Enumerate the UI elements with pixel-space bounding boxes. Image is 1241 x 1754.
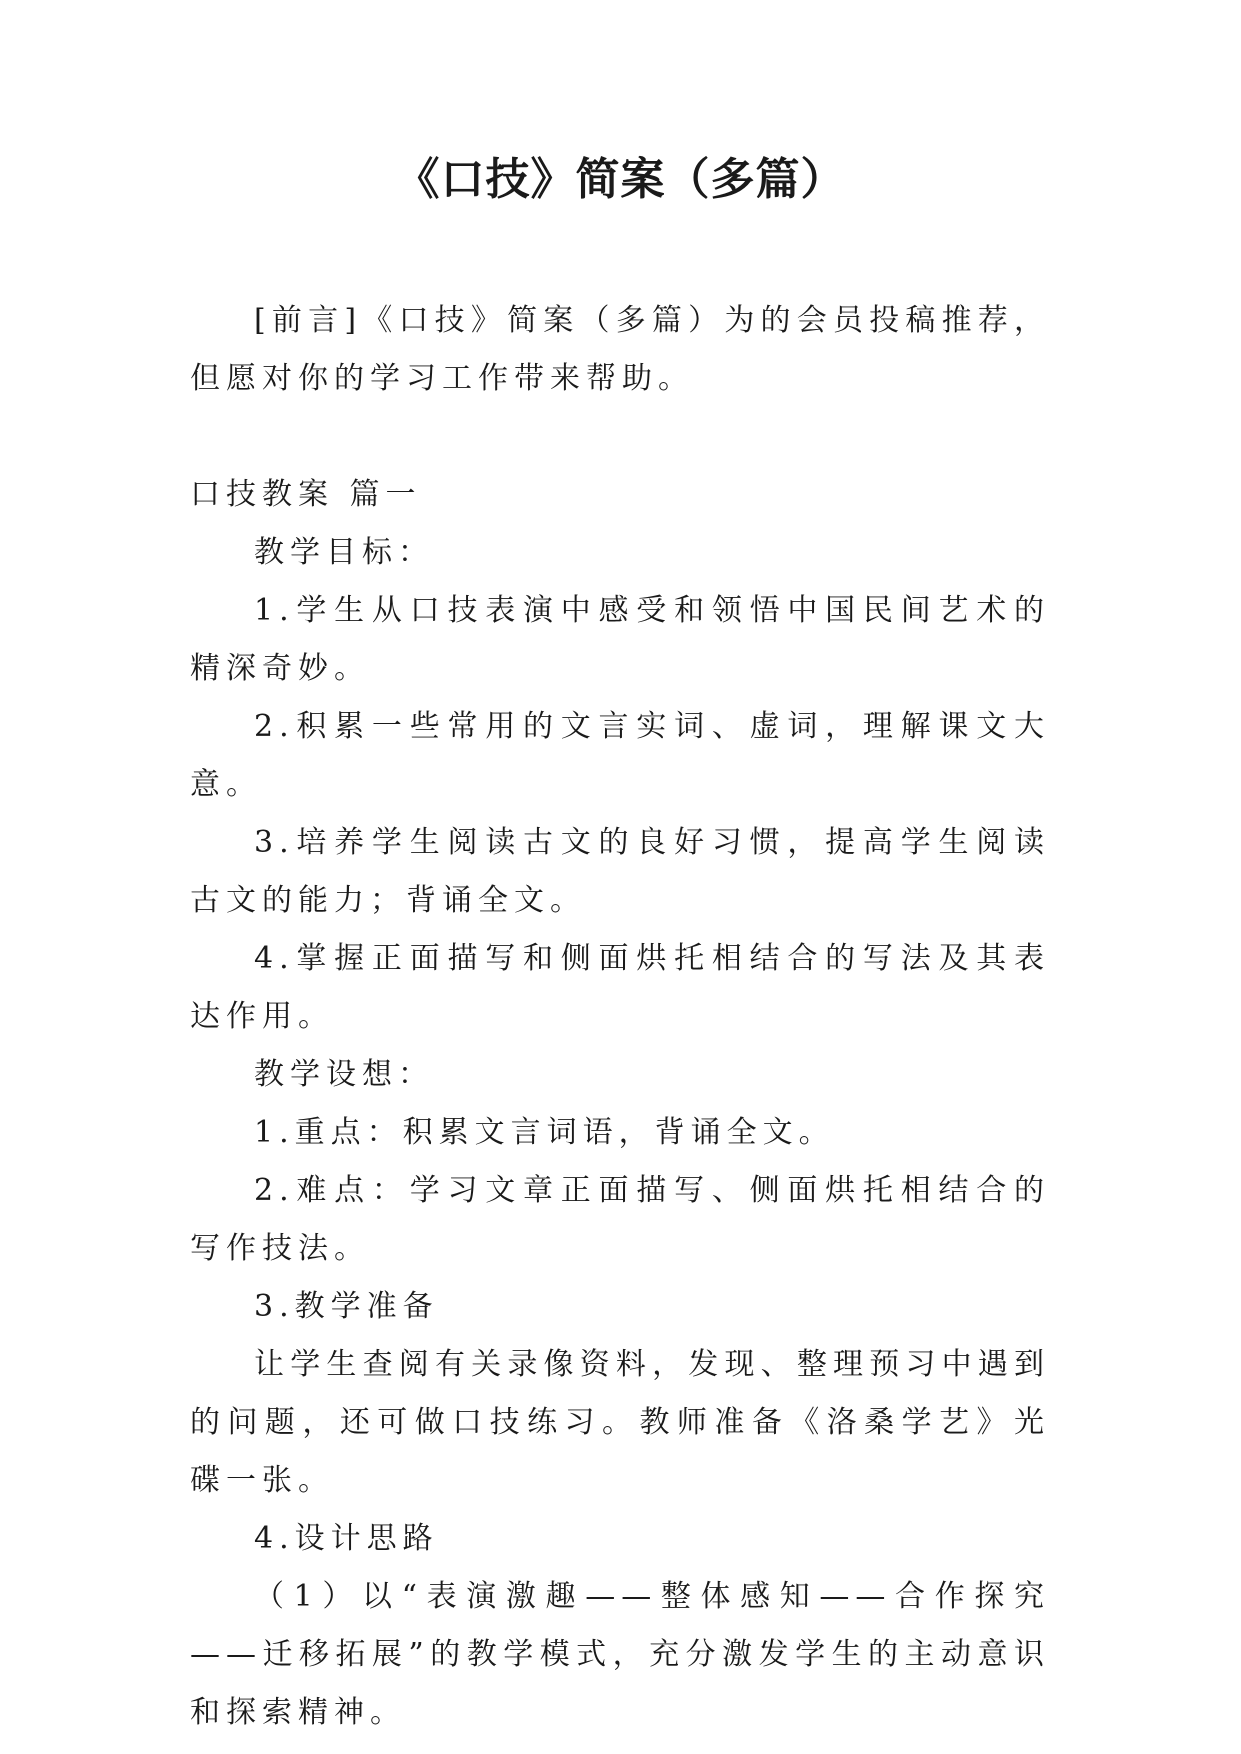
paragraph-difficulty: 2.难点：学习文章正面描写、侧面烘托相结合的写作技法。 <box>190 1173 1050 1266</box>
paragraph-teaching-goals-heading: 教学目标： <box>254 535 434 570</box>
document-body <box>190 292 1050 1742</box>
preface-paragraph: [前言]《口技》简案（多篇）为的会员投稿推荐，但愿对你的学习工作带来帮助。 <box>190 303 1050 396</box>
section-heading: 口技教案 篇一 <box>190 477 422 512</box>
paragraph-design-heading: 4.设计思路 <box>254 1521 439 1556</box>
document-title: 《口技》简案（多篇） <box>395 154 846 205</box>
paragraph-goal-1: 1.学生从口技表演中感受和领悟中国民间艺术的精深奇妙。 <box>190 593 1050 686</box>
paragraph-preparation: 让学生查阅有关录像资料，发现、整理预习中遇到的问题，还可做口技练习。教师准备《洛桑学艺》光碟一张。 <box>190 1347 1050 1498</box>
paragraph-goal-3: 3.培养学生阅读古文的良好习惯，提高学生阅读古文的能力；背诵全文。 <box>190 825 1050 918</box>
paragraph-design-1: （1）以“表演激趣——整体感知——合作探究——迁移拓展”的教学模式，充分激发学生的主动意识和探索精神。 <box>190 1579 1050 1730</box>
paragraph-preparation-heading: 3.教学准备 <box>254 1289 439 1324</box>
paragraph-goal-2: 2.积累一些常用的文言实词、虚词，理解课文大意。 <box>190 709 1050 802</box>
paragraph-teaching-plan-heading: 教学设想： <box>254 1057 434 1092</box>
paragraph-key-point: 1.重点：积累文言词语，背诵全文。 <box>254 1115 835 1150</box>
paragraph-goal-4: 4.掌握正面描写和侧面烘托相结合的写法及其表达作用。 <box>190 941 1050 1034</box>
